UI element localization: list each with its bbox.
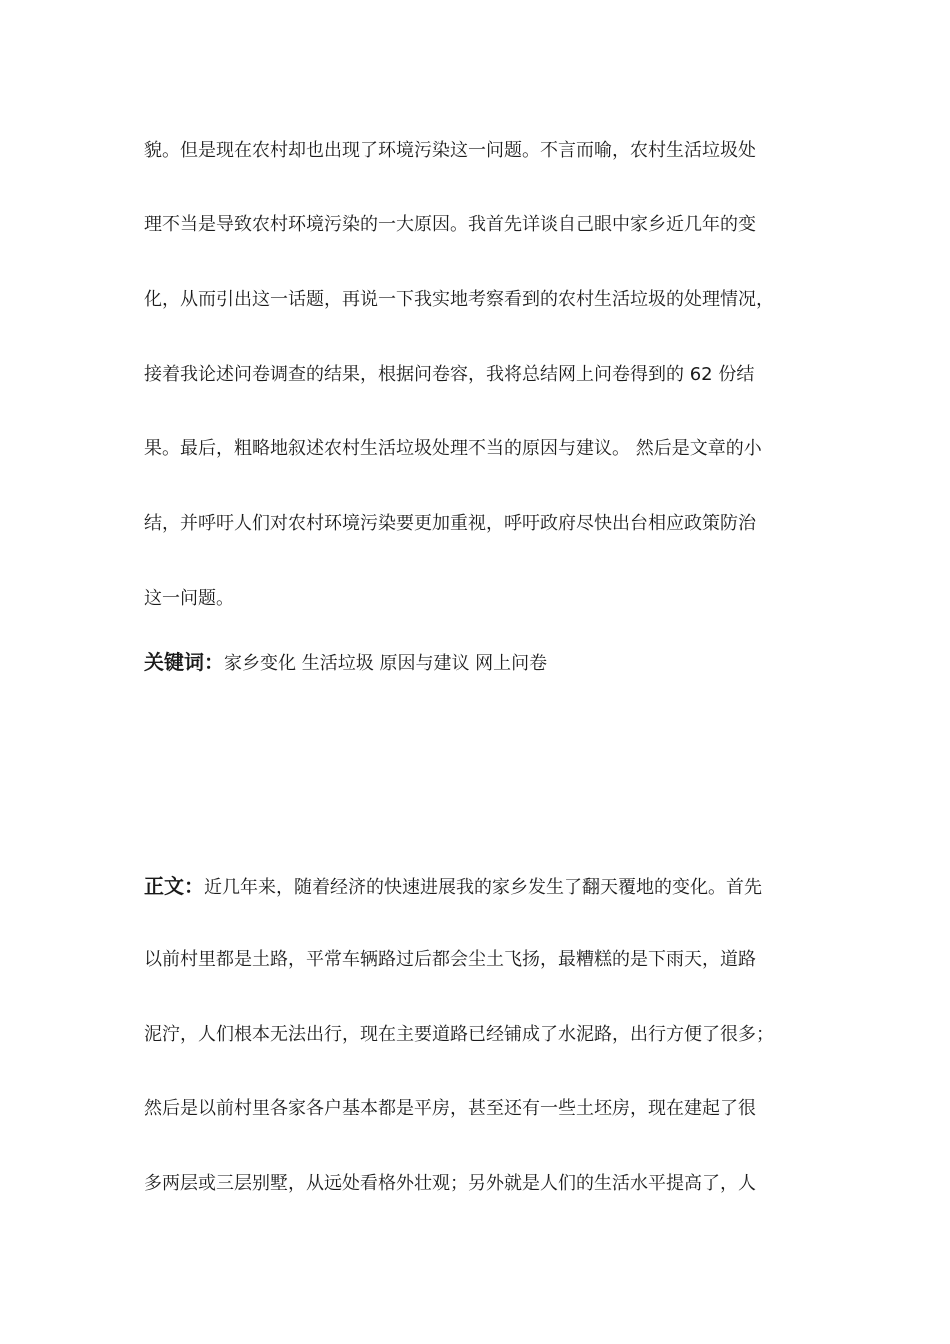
abstract-line: 果。最后，粗略地叙述农村生活垃圾处理不当的原因与建议。 然后是文章的小: [144, 438, 762, 459]
abstract-line: 接着我论述问卷调查的结果，根据问卷容，我将总结网上问卷得到的 62 份结: [144, 364, 755, 385]
body-first-line: [144, 874, 834, 900]
keywords-line: [144, 650, 834, 676]
abstract-line: 化，从而引出这一话题，再说一下我实地考察看到的农村生活垃圾的处理情况，: [144, 289, 774, 310]
body-line: 泥泞，人们根本无法出行，现在主要道路已经铺成了水泥路，出行方便了很多；: [144, 1024, 774, 1045]
body-label: 正文：: [144, 874, 204, 898]
abstract-line: 结，并呼吁人们对农村环境污染要更加重视，呼吁政府尽快出台相应政策防治: [144, 513, 756, 534]
body-line: 然后是以前村里各家各户基本都是平房，甚至还有一些土坯房，现在建起了很: [144, 1098, 756, 1119]
keywords-label: 关键词：: [144, 650, 224, 674]
body-first-text: 近几年来，随着经济的快速进展我的家乡发生了翻天覆地的变化。首先: [204, 877, 762, 898]
abstract-line: 理不当是导致农村环境污染的一大原因。我首先详谈自己眼中家乡近几年的变: [144, 214, 756, 235]
body-line: 以前村里都是土路，平常车辆路过后都会尘土飞扬，最糟糕的是下雨天，道路: [144, 949, 756, 970]
keywords-text: 家乡变化 生活垃圾 原因与建议 网上问卷: [224, 653, 548, 674]
body-line: 多两层或三层别墅，从远处看格外壮观；另外就是人们的生活水平提高了，人: [144, 1173, 756, 1194]
abstract-line: 貌。但是现在农村却也出现了环境污染这一问题。不言而喻，农村生活垃圾处: [144, 140, 756, 161]
abstract-line: 这一问题。: [144, 588, 234, 609]
